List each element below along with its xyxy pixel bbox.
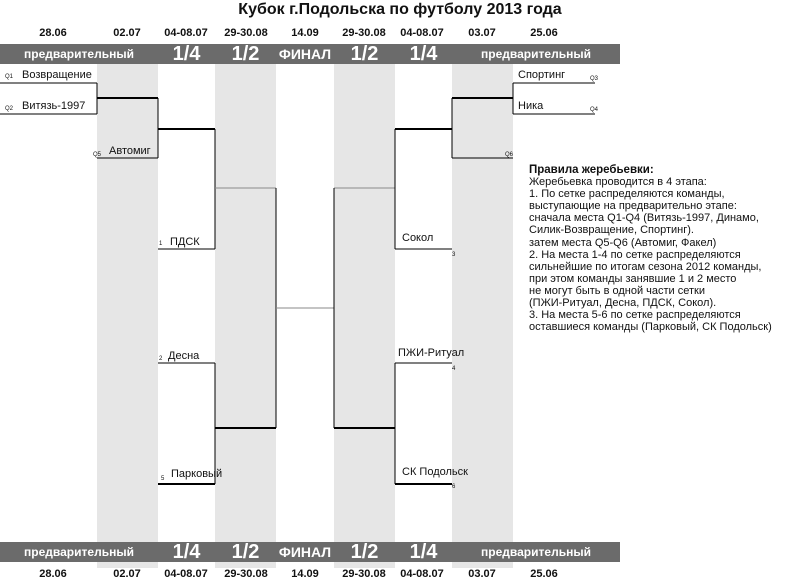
rules-line: оставшиеся команды (Парковый, СК Подольск) xyxy=(529,321,772,334)
slot-1: 1 xyxy=(159,241,163,247)
team-desna: Десна xyxy=(168,350,200,362)
stage-band-top xyxy=(0,44,620,64)
team-vityaz: Витязь-1997 xyxy=(22,100,86,112)
rules-line: не могут быть в одной части сетки xyxy=(529,284,705,297)
date-top-9: 25.06 xyxy=(530,27,558,39)
stage-qf-left: 1/4 xyxy=(172,43,201,65)
stage-prelim-right: предварительный xyxy=(481,47,591,61)
stage-final-bottom: ФИНАЛ xyxy=(278,544,332,560)
rules-line: 1. По сетке распределяются команды, xyxy=(529,188,725,201)
date-bottom-8: 03.07 xyxy=(468,568,496,580)
slot-6: 6 xyxy=(452,484,456,490)
draw-rules xyxy=(529,164,799,333)
date-bottom-6: 29-30.08 xyxy=(342,568,386,580)
date-bottom-4: 29-30.08 xyxy=(224,568,268,580)
stage-qf-right-bottom: 1/4 xyxy=(409,541,438,563)
team-parkovy: Парковый xyxy=(171,468,223,480)
date-bottom-9: 25.06 xyxy=(530,568,558,580)
team-pdsk: ПДСК xyxy=(170,236,200,248)
column-shade-q-left xyxy=(97,44,158,568)
date-top-7: 04-08.07 xyxy=(400,27,444,39)
team-vozvrashchenie: Возвращение xyxy=(22,69,92,81)
stage-band-bottom xyxy=(0,542,620,562)
team-avtomig: Автомиг xyxy=(109,145,151,157)
rules-line: Силик-Возвращение, Спортинг). xyxy=(529,224,694,237)
column-shade-half-left xyxy=(215,44,276,568)
rules-line: выступающие на предварительно этапе: xyxy=(529,200,737,213)
slot-q4: Q4 xyxy=(590,107,599,113)
slot-q3: Q3 xyxy=(590,76,599,82)
page-title: Кубок г.Подольска по футболу 2013 года xyxy=(238,1,562,18)
column-shade-q-right xyxy=(452,44,513,568)
slot-3: 3 xyxy=(452,252,456,258)
team-pzhi-ritual: ПЖИ-Ритуал xyxy=(398,347,465,359)
date-bottom-1: 28.06 xyxy=(39,568,67,580)
slot-q2: Q2 xyxy=(5,106,14,112)
date-top-5: 14.09 xyxy=(291,27,319,39)
team-nika: Ника xyxy=(518,100,544,112)
slot-q1: Q1 xyxy=(5,74,14,80)
date-top-3: 04-08.07 xyxy=(164,27,208,39)
date-top-6: 29-30.08 xyxy=(342,27,386,39)
rules-line: 2. На места 1-4 по сетке распределяются xyxy=(529,248,741,261)
slot-2: 2 xyxy=(159,356,163,362)
stage-qf-left-bottom: 1/4 xyxy=(172,541,201,563)
date-top-2: 02.07 xyxy=(113,27,141,39)
rules-line: сильнейшие по итогам сезона 2012 команды, xyxy=(529,260,762,273)
date-bottom-7: 04-08.07 xyxy=(400,568,444,580)
date-top-8: 03.07 xyxy=(468,27,496,39)
slot-5: 5 xyxy=(161,476,165,482)
stage-qf-right: 1/4 xyxy=(409,43,438,65)
team-sokol: Сокол xyxy=(402,232,434,244)
rules-heading: Правила жеребьевки: xyxy=(529,164,654,176)
date-top-4: 29-30.08 xyxy=(224,27,268,39)
rules-line: затем места Q5-Q6 (Автомиг, Факел) xyxy=(529,236,717,249)
stage-sf-right: 1/2 xyxy=(350,43,379,65)
rules-line: 3. На места 5-6 по сетке распределяются xyxy=(529,309,741,322)
stage-final: ФИНАЛ xyxy=(278,46,332,62)
stage-prelim-right-bottom: предварительный xyxy=(481,545,591,559)
date-bottom-2: 02.07 xyxy=(113,568,141,580)
rules-line: (ПЖИ-Ритуал, Десна, ПДСК, Сокол). xyxy=(529,297,717,310)
team-sk-podolsk: СК Подольск xyxy=(402,466,468,478)
slot-q5: Q5 xyxy=(93,152,102,158)
stage-prelim-left: предварительный xyxy=(24,47,134,61)
date-bottom-3: 04-08.07 xyxy=(164,568,208,580)
rules-line: при этом команды занявшие 1 и 2 место xyxy=(529,272,737,285)
date-top-1: 28.06 xyxy=(39,27,67,39)
stage-sf-left: 1/2 xyxy=(231,43,260,65)
rules-line: Жеребьевка проводится в 4 этапа: xyxy=(529,176,707,189)
stage-sf-right-bottom: 1/2 xyxy=(350,541,379,563)
stage-prelim-left-bottom: предварительный xyxy=(24,545,134,559)
date-bottom-5: 14.09 xyxy=(291,568,319,580)
rules-line: сначала места Q1-Q4 (Витязь-1997, Динамо, xyxy=(529,212,759,225)
slot-q6: Q6 xyxy=(505,152,514,158)
slot-4: 4 xyxy=(452,366,456,372)
column-shade-half-right xyxy=(334,44,395,568)
stage-sf-left-bottom: 1/2 xyxy=(231,541,260,563)
team-sporting: Спортинг xyxy=(518,69,566,81)
